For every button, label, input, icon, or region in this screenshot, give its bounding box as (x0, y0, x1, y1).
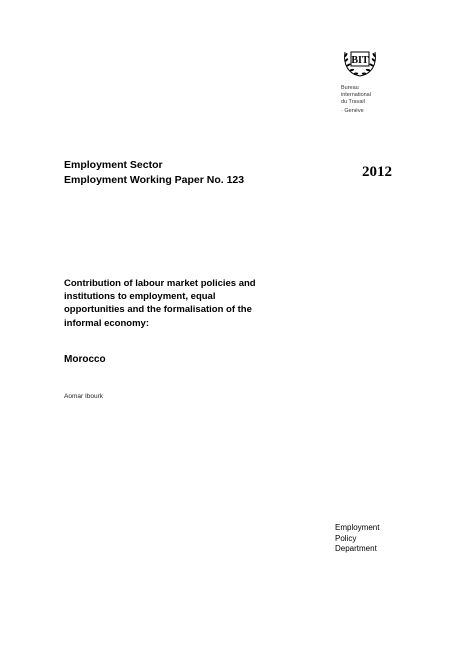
dept-line-3: Department (335, 544, 377, 554)
ilo-bit-emblem-icon (340, 40, 380, 80)
series-heading (64, 158, 244, 188)
author-name: Aomar Ibourk (64, 393, 104, 400)
department-name (335, 523, 379, 555)
series-paper-number: Employment Working Paper No. 123 (64, 174, 245, 186)
org-city: · Genève (341, 108, 364, 115)
dept-line-2: Policy (335, 533, 357, 543)
paper-subtitle: Morocco (64, 354, 106, 365)
series-sector: Employment Sector (64, 159, 163, 171)
org-line-2: international (341, 91, 371, 98)
org-line-3: du Travail (341, 98, 365, 105)
publication-year: 2012 (362, 164, 392, 180)
organisation-name (341, 85, 371, 115)
logo-text: BIT (351, 55, 369, 66)
paper-title: Contribution of labour market policies and institutions to employment, equal opportunities and the formalisation of the informal economy: (64, 278, 256, 329)
dept-line-1: Employment (335, 523, 380, 532)
org-line-1: Bureau (341, 85, 359, 91)
